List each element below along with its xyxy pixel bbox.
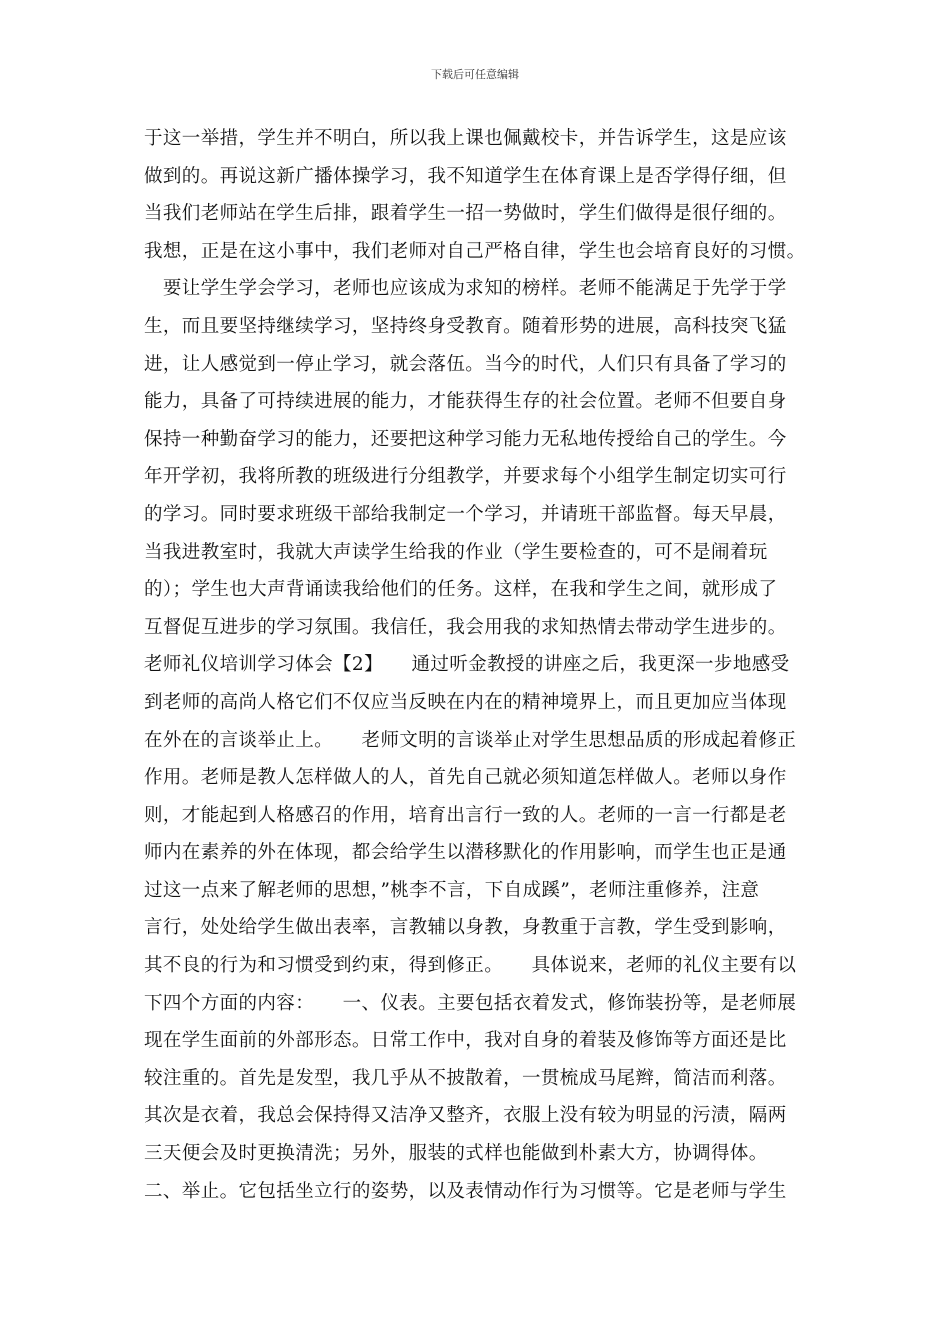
text-line: 三天便会及时更换清洗；另外，服装的式样也能做到朴素大方，协调得体。 <box>144 1143 768 1165</box>
page-header: 下载后可任意编辑 <box>431 68 519 81</box>
text-line: 在外在的言谈举止上。 老师文明的言谈举止对学生思想品质的形成起着修正 <box>144 729 797 751</box>
text-line: 过这一点来了解老师的思想，”桃李不言，下自成蹊”，老师注重修养，注意 <box>144 879 760 901</box>
text-line: 下四个方面的内容： 一、仪表。主要包括衣着发式，修饰装扮等，是老师展 <box>144 992 797 1014</box>
text-line: 于这一举措，学生并不明白，所以我上课也佩戴校卡，并告诉学生，这是应该 <box>144 128 787 149</box>
text-line: 的）；学生也大声背诵读我给他们的任务。这样，在我和学生之间，就形成了 <box>144 579 778 601</box>
text-line: 的学习。同时要求班级干部给我制定一个学习，并请班干部监督。每天早晨， <box>144 503 787 525</box>
text-line: 互督促互进步的学习氛围。我信任，我会用我的求知热情去带动学生进步的。 <box>144 616 787 638</box>
text-line: 较注重的。首先是发型，我几乎从不披散着，一贯梳成马尾辫，简洁而利落。 <box>144 1067 787 1089</box>
text-line: 我想，正是在这小事中，我们老师对自己严格自律，学生也会培育良好的习惯。 <box>144 240 806 262</box>
text-line: 则，才能起到人格感召的作用，培育出言行一致的人。老师的一言一行都是老 <box>144 804 787 826</box>
section-heading-line: 老师礼仪培训学习体会【2】 通过听金教授的讲座之后，我更深一步地感受 <box>144 654 790 676</box>
text-line: 年开学初，我将所教的班级进行分组教学，并要求每个小组学生制定切实可行 <box>144 466 787 488</box>
text-line: 师内在素养的外在体现，都会给学生以潜移默化的作用影响，而学生也正是通 <box>144 842 787 864</box>
text-line: 言行，处处给学生做出表率，言教辅以身教，身教重于言教，学生受到影响， <box>144 917 787 939</box>
text-line: 其不良的行为和习惯受到约束，得到修正。 具体说来，老师的礼仪主要有以 <box>144 955 797 977</box>
text-line: 二、举止。它包括坐立行的姿势，以及表情动作行为习惯等。它是老师与学生 <box>144 1180 787 1202</box>
document-body <box>144 120 812 1210</box>
text-line: 到老师的高尚人格它们不仅应当反映在内在的精神境界上，而且更加应当体现 <box>144 691 787 713</box>
text-line: 其次是衣着，我总会保持得又洁净又整齐，衣服上没有较为明显的污渍，隔两 <box>144 1105 787 1127</box>
text-line: 做到的。再说这新广播体操学习，我不知道学生在体育课上是否学得仔细，但 <box>144 165 787 187</box>
text-line: 保持一种勤奋学习的能力，还要把这种学习能力无私地传授给自己的学生。今 <box>144 428 787 450</box>
text-line: 当我进教室时，我就大声读学生给我的作业（学生要检查的，可不是闹着玩 <box>144 541 768 563</box>
text-line: 现在学生面前的外部形态。日常工作中，我对自身的着装及修饰等方面还是比 <box>144 1030 787 1052</box>
text-line: 作用。老师是教人怎样做人的人，首先自己就必须知道怎样做人。老师以身作 <box>144 767 787 789</box>
text-line: 要让学生学会学习，老师也应该成为求知的榜样。老师不能满足于先学于学 <box>144 278 787 300</box>
text-line: 生，而且要坚持继续学习，坚持终身受教育。随着形势的进展，高科技突飞猛 <box>144 315 787 337</box>
text-line: 能力，具备了可持续进展的能力，才能获得生存的社会位置。老师不但要自身 <box>144 391 787 413</box>
text-line: 进，让人感觉到一停止学习，就会落伍。当今的时代，人们只有具备了学习的 <box>144 353 787 375</box>
text-line: 当我们老师站在学生后排，跟着学生一招一势做时，学生们做得是很仔细的。 <box>144 203 787 225</box>
